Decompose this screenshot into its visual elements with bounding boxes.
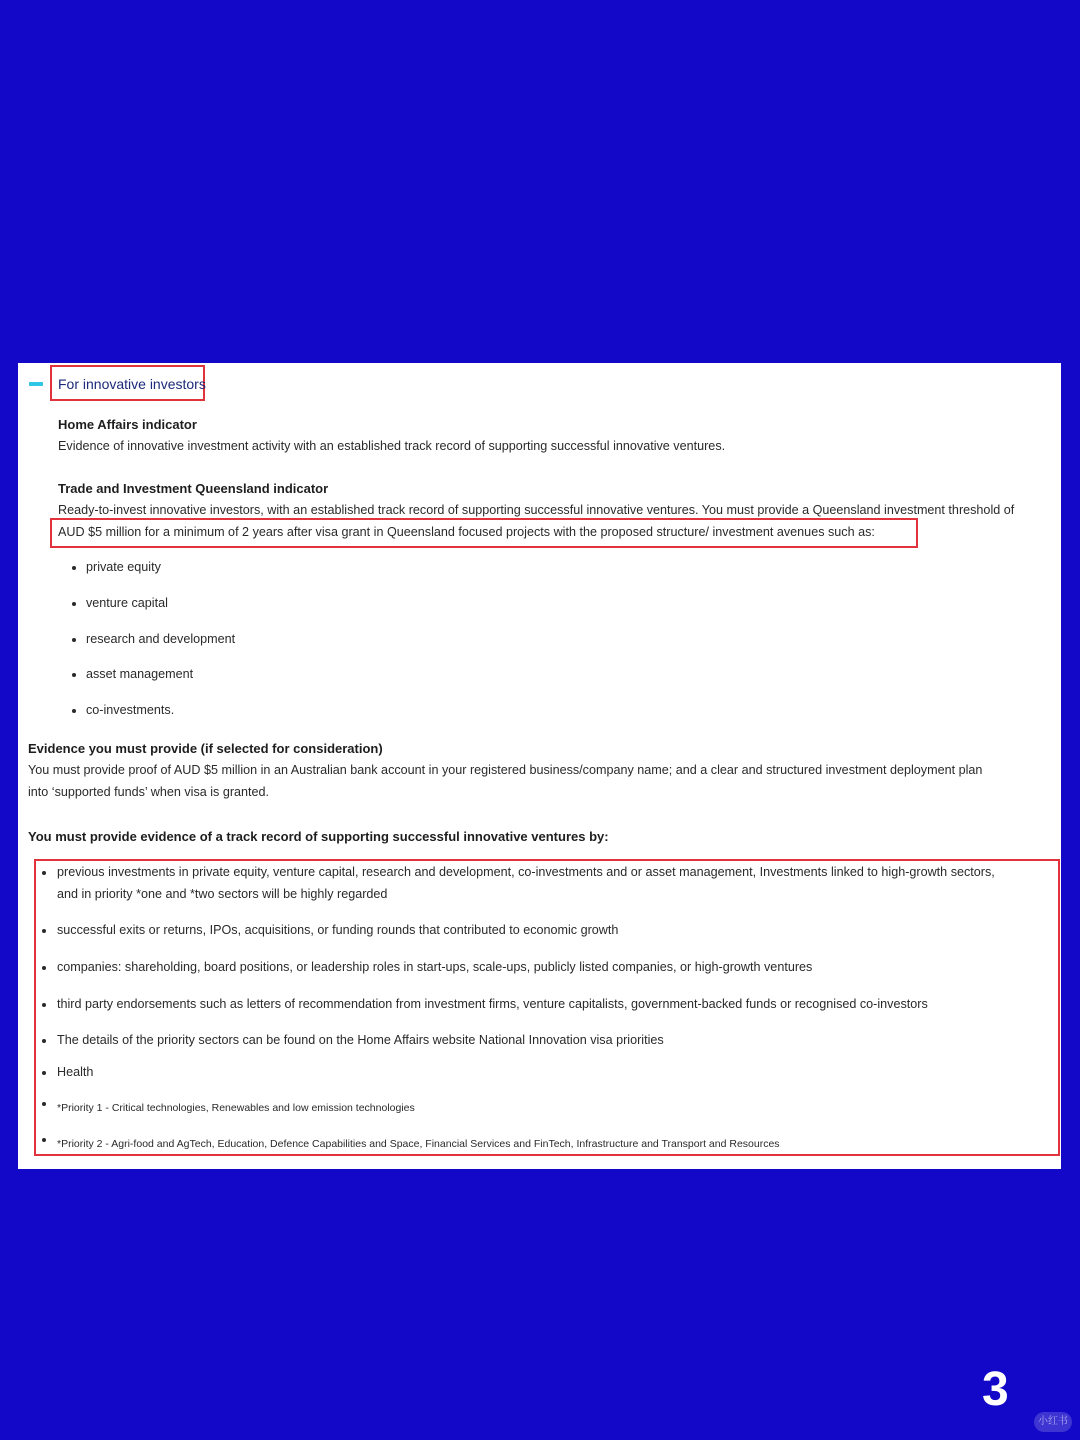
bullet-dot	[72, 638, 76, 642]
home-affairs-text: Evidence of innovative investment activity with an established track record of supporting successful innovative ventures.	[58, 439, 726, 453]
list-item: Health	[57, 1065, 94, 1079]
bullet-dot	[42, 1071, 46, 1075]
bullet-dot	[42, 871, 46, 875]
tiq-text-line2: AUD $5 million for a minimum of 2 years after visa grant in Queensland focused projects with the proposed structure/ investment avenues such as:	[58, 525, 875, 539]
list-item: research and development	[86, 632, 236, 646]
list-item: private equity	[86, 560, 161, 574]
list-item: venture capital	[86, 596, 168, 610]
list-item: co-investments.	[86, 703, 175, 717]
list-item: successful exits or returns, IPOs, acquisitions, or funding rounds that contributed to economic growth	[57, 923, 619, 937]
track-record-heading: You must provide evidence of a track record of supporting successful innovative ventures by:	[28, 829, 609, 844]
watermark: 小红书	[1034, 1412, 1072, 1432]
bullet-dot	[72, 566, 76, 570]
bullet-dot	[72, 709, 76, 713]
bullet-dot	[42, 1039, 46, 1043]
collapse-minus-icon[interactable]	[29, 382, 43, 386]
list-item-continuation: and in priority *one and *two sectors will be highly regarded	[57, 887, 388, 901]
bullet-dot	[42, 966, 46, 970]
content-card	[18, 363, 1061, 1169]
tiq-text-line1: Ready-to-invest innovative investors, with an established track record of supporting successful innovative ventures. You must provide a Queensland investment threshold of	[58, 503, 1015, 517]
list-item: asset management	[86, 667, 194, 681]
bullet-dot	[72, 602, 76, 606]
list-item: The details of the priority sectors can be found on the Home Affairs website National Innovation visa priorities	[57, 1033, 664, 1047]
list-item: third party endorsements such as letters of recommendation from investment firms, venture capitalists, government-backed funds or recognised co-investors	[57, 997, 928, 1011]
list-item: companies: shareholding, board positions, or leadership roles in start-ups, scale-ups, publicly listed companies, or high-growth ventures	[57, 960, 813, 974]
list-item: previous investments in private equity, venture capital, research and development, co-investments and or asset management, Investments linked to high-growth sectors,	[57, 865, 995, 879]
tiq-heading: Trade and Investment Queensland indicator	[58, 481, 329, 496]
evidence-text-line2: into ‘supported funds’ when visa is granted.	[28, 785, 270, 799]
bullet-dot	[42, 929, 46, 933]
bullet-dot	[42, 1003, 46, 1007]
page-number: 3	[982, 1363, 1009, 1416]
list-item: *Priority 2 - Agri-food and AgTech, Education, Defence Capabilities and Space, Financial Services and FinTech, Infrastructure and Transport and Resources	[57, 1138, 780, 1150]
bullet-dot	[42, 1102, 46, 1106]
section-title[interactable]: For innovative investors	[58, 376, 206, 392]
evidence-heading: Evidence you must provide (if selected for consideration)	[28, 741, 383, 756]
list-item: *Priority 1 - Critical technologies, Renewables and low emission technologies	[57, 1102, 415, 1114]
home-affairs-heading: Home Affairs indicator	[58, 417, 197, 432]
bullet-dot	[42, 1138, 46, 1142]
evidence-text-line1: You must provide proof of AUD $5 million in an Australian bank account in your registered business/company name; and a clear and structured investment deployment plan	[28, 763, 983, 777]
bullet-dot	[72, 673, 76, 677]
